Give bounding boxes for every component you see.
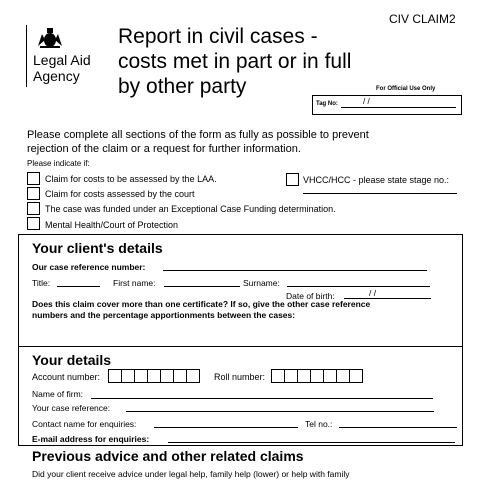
your-case-ref-field[interactable]: [126, 411, 434, 412]
email-label: E-mail address for enquiries:: [32, 434, 150, 444]
contact-name-label: Contact name for enquiries:: [32, 419, 137, 429]
section-divider: [18, 346, 463, 347]
roll-number-label: Roll number:: [214, 372, 266, 382]
title-line2: costs met in part or in full: [118, 50, 352, 73]
vhcc-label: VHCC/HCC - please state stage no.:: [303, 175, 450, 185]
firm-name-field[interactable]: [91, 398, 433, 399]
title-line3: by other party: [118, 75, 247, 98]
first-name-field[interactable]: [164, 286, 240, 287]
your-details-heading: Your details: [32, 352, 112, 368]
agency-name-line2: Agency: [33, 68, 80, 84]
account-number-boxes[interactable]: [108, 369, 199, 383]
form-code: CIV CLAIM2: [389, 12, 456, 26]
option-laa-assessed-checkbox[interactable]: [27, 172, 40, 185]
case-ref-label: Our case reference number:: [32, 262, 146, 272]
tag-no-label: Tag No:: [316, 101, 338, 107]
intro-line1: Please complete all sections of the form as fully as possible to prevent: [27, 129, 369, 141]
title-label: Title:: [32, 278, 51, 288]
vhcc-stage-field[interactable]: [303, 193, 457, 194]
details-left-border: [18, 346, 19, 446]
client-details-heading: Your client's details: [32, 240, 163, 256]
account-number-label: Account number:: [32, 372, 101, 382]
dob-slash: / /: [369, 288, 377, 298]
details-right-border: [462, 346, 463, 446]
email-field[interactable]: [168, 442, 455, 443]
option-court-assessed-checkbox[interactable]: [27, 187, 40, 200]
option-ecf-label: The case was funded under an Exceptional Case Funding determination.: [45, 204, 336, 214]
option-ecf-checkbox[interactable]: [27, 202, 40, 215]
logo-divider: [26, 25, 27, 87]
roll-number-boxes[interactable]: [271, 369, 362, 383]
multi-cert-question-line2: numbers and the percentage apportionments between the cases:: [32, 310, 296, 320]
contact-name-field[interactable]: [154, 427, 298, 428]
indicate-label: Please indicate if:: [27, 159, 90, 168]
intro-line2: rejection of the claim or a request for further information.: [27, 143, 301, 155]
case-ref-field[interactable]: [163, 270, 427, 271]
previous-section-top: [18, 445, 463, 446]
option-court-assessed-label: Claim for costs assessed by the court: [45, 189, 195, 199]
option-mental-health-checkbox[interactable]: [27, 217, 40, 230]
tag-slash: / /: [363, 97, 370, 106]
title-line1: Report in civil cases -: [118, 25, 318, 48]
dob-label: Date of birth:: [286, 291, 335, 301]
royal-crest-icon: [36, 26, 64, 50]
your-case-ref-label: Your case reference:: [32, 403, 111, 413]
surname-field[interactable]: [287, 286, 430, 287]
official-use-label: For Official Use Only: [376, 86, 436, 92]
previous-advice-heading: Previous advice and other related claims: [32, 448, 304, 464]
tag-box: [312, 95, 462, 115]
tag-no-field[interactable]: [341, 107, 456, 108]
agency-name-line1: Legal Aid: [33, 52, 91, 68]
first-name-label: First name:: [113, 278, 156, 288]
title-field[interactable]: [57, 286, 100, 287]
firm-name-label: Name of firm:: [32, 389, 84, 399]
tel-field[interactable]: [339, 427, 457, 428]
previous-advice-question: Did your client receive advice under legal help, family help (lower) or help with family: [32, 469, 350, 479]
multi-cert-question-line1: Does this claim cover more than one certificate? If so, give the other case reference: [32, 299, 371, 309]
surname-label: Surname:: [243, 278, 280, 288]
option-mental-health-label: Mental Health/Court of Protection: [45, 220, 179, 230]
vhcc-checkbox[interactable]: [286, 173, 299, 186]
option-laa-assessed-label: Claim for costs to be assessed by the LAA.: [45, 174, 217, 184]
tel-label: Tel no.:: [305, 419, 333, 429]
